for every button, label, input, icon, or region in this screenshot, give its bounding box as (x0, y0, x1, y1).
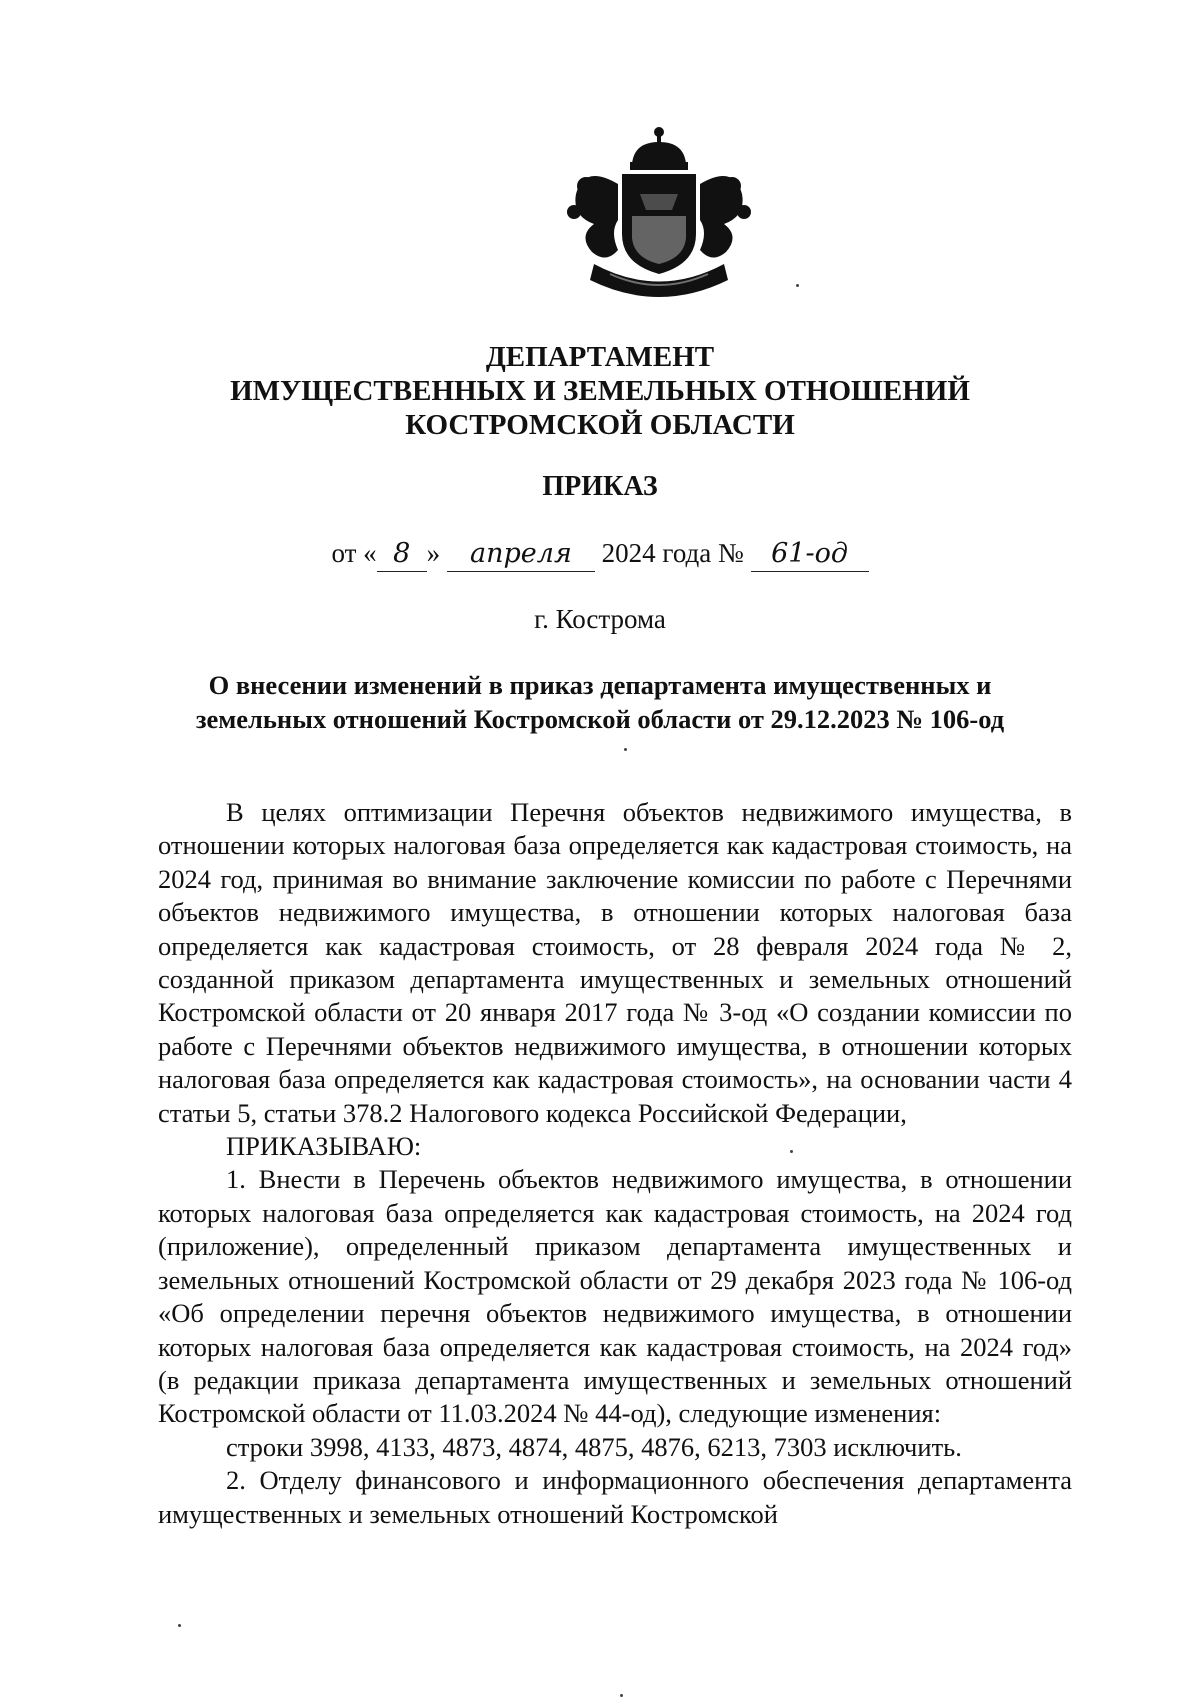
department-line-2: ИМУЩЕСТВЕННЫХ И ЗЕМЕЛЬНЫХ ОТНОШЕНИЙ (230, 375, 970, 407)
handwritten-order-number: 61-од (751, 537, 869, 572)
scan-speck (178, 1624, 181, 1627)
kostroma-coat-of-arms-icon (514, 124, 804, 314)
item-1-paragraph: 1. Внести в Перечень объектов недвижимого имущества, в отношении которых налоговая база определяется как кадастровая стоимость, на 2024 год (приложение), определенный приказом департамента имущественных и земельных отношений Костромской области от 29 декабря 2023 года № 106-од «Об определении перечня объектов недвижимого имущества, в отношении которых налоговая база определяется как кадастровая стоимость, на 2024 год» (в редакции приказа департамента имущественных и земельных отношений Костромской области от 11.03.2024 № 44-од), следующие изменения: (158, 1164, 1072, 1429)
item-1-change: строки 3998, 4133, 4873, 4874, 4875, 4876, 6213, 7303 исключить. (226, 1431, 962, 1462)
department-line-3: КОСТРОМСКОЙ ОБЛАСТИ (405, 409, 795, 441)
city: г. Кострома (534, 604, 666, 634)
subject-line-2: земельных отношений Костромской области от 29.12.2023 № 106-од (195, 704, 1005, 734)
preamble-paragraph: В целях оптимизации Перечня объектов недвижимого имущества, в отношении которых налоговая база определяется как кадастровая стоимость, на 2024 год, принимая во внимание заключение комиссии по работе с Перечнями объектов недвижимого имущества, в отношении которых налоговая база определяется как кадастровая стоимость, от 28 февраля 2024 года № 2, созданной приказом департамента имущественных и земельных отношений Костромской области от 20 января 2017 года № 3-од «О создании комиссии по работе с Перечнями объектов недвижимого имущества, в отношении которых налоговая база определяется как кадастровая стоимость», на основании части 4 статьи 5, статьи 378.2 Налогового кодекса Российской Федерации, (158, 797, 1072, 1128)
department-name (0, 340, 1200, 442)
subject-line-1: О внесении изменений в приказ департамента имущественных и (208, 670, 992, 700)
order-word: ПРИКАЗЫВАЮ: (226, 1131, 422, 1162)
order-date-line (0, 536, 1200, 572)
scan-speck (790, 1150, 793, 1153)
date-prefix: от « (331, 538, 377, 568)
order-title: ПРИКАЗ (542, 471, 658, 502)
order-subject (0, 668, 1200, 736)
scan-speck (620, 1694, 623, 1697)
order-body (158, 796, 1072, 1531)
date-separator: » (426, 538, 441, 568)
department-line-1: ДЕПАРТАМЕНТ (485, 341, 715, 373)
handwritten-month: апреля (447, 537, 595, 572)
date-year-text: 2024 года № (601, 538, 744, 568)
item-2-paragraph: 2. Отделу финансового и информационного обеспечения департамента имущественных и земельных отношений Костромской (158, 1465, 1072, 1529)
handwritten-day: 8 (377, 537, 427, 572)
scan-speck (624, 748, 627, 751)
scan-speck (796, 284, 799, 287)
